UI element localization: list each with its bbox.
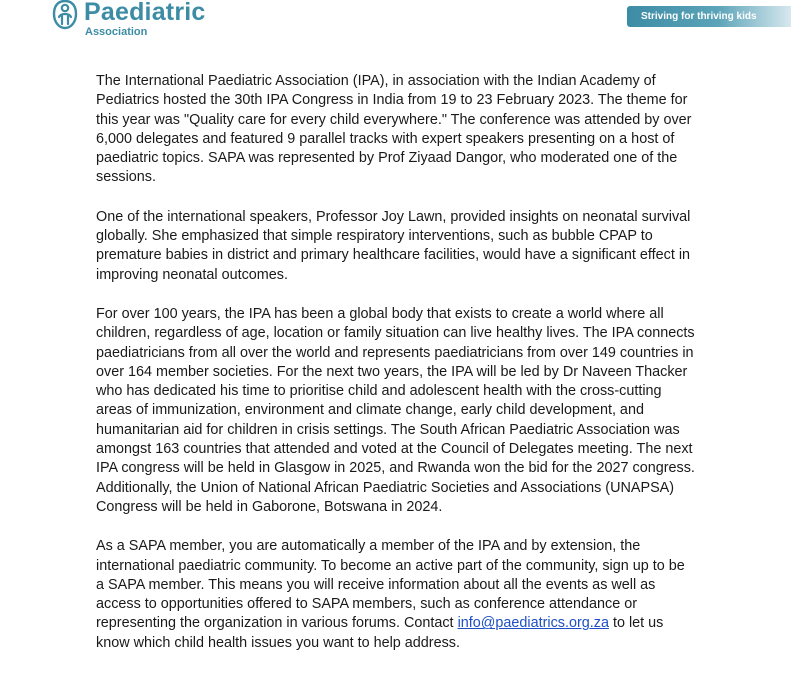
article-body	[96, 72, 696, 673]
paragraph-ipa-history: For over 100 years, the IPA has been a global body that exists to create a world where all children, regardless of age, location or family situation can live healthy lives. The IPA connects paediatricians from all over the world and represents paediatricians from over 149 countries in over 164 member societies. For the next two years, the IPA will be led by Dr Naveen Thacker who has dedicated his time to prioritise child and adolescent health with the cross-cutting areas of immunization, environment and climate change, early child development, and humanitarian aid for children in crisis settings. The South African Paediatric Association was amongst 163 countries that attended and voted at the Council of Delegates meeting. The next IPA congress will be held in Glasgow in 2025, and Rwanda won the bid for the 2027 congress. Additionally, the Union of National African Paediatric Societies and Associations (UNAPSA) Congress will be held in Gaborone, Botswana in 2024.	[96, 305, 695, 515]
paragraph-joy-lawn: One of the international speakers, Professor Joy Lawn, provided insights on neonatal survival globally. She emphasized that simple respiratory interventions, such as bubble CPAP to premature babies in district and primary healthcare facilities, would have a significant effect in improving neonatal outcomes.	[96, 208, 691, 283]
logo-wordmark: Paediatric	[84, 0, 206, 26]
membership-text-before-link: As a SAPA member, you are automatically a member of the IPA and by extension, the international paediatric community. To become an active part of the community, sign up to be a SAPA member. This means you will receive information about all the events as well as access to opportunities offered to SAPA members, such as conference attendance or representing the organization in various forums. Contact	[96, 538, 685, 632]
tagline-banner	[627, 6, 791, 27]
paragraph-ipa-congress: The International Paediatric Association (IPA), in association with the Indian Academy of Pediatrics hosted the 30th IPA Congress in India from 19 to 23 February 2023. The theme for this year was "Quality care for every child everywhere." The conference was attended by over 6,000 delegates and featured 9 parallel tracks with expert speakers presenting on a host of paediatric topics. SAPA was represented by Prof Ziyaad Dangor, who moderated one of the sessions.	[96, 73, 692, 186]
page-header	[0, 0, 791, 44]
child-in-circle-icon	[52, 0, 78, 30]
tagline-text: Striving for thriving kids	[641, 11, 757, 22]
logo-subtitle: Association	[85, 26, 148, 38]
contact-email-link[interactable]: info@paediatrics.org.za	[457, 615, 609, 632]
paragraph-membership	[96, 537, 696, 653]
membership-text-after-link: to let us know which child health issues you want to help address.	[96, 615, 664, 651]
